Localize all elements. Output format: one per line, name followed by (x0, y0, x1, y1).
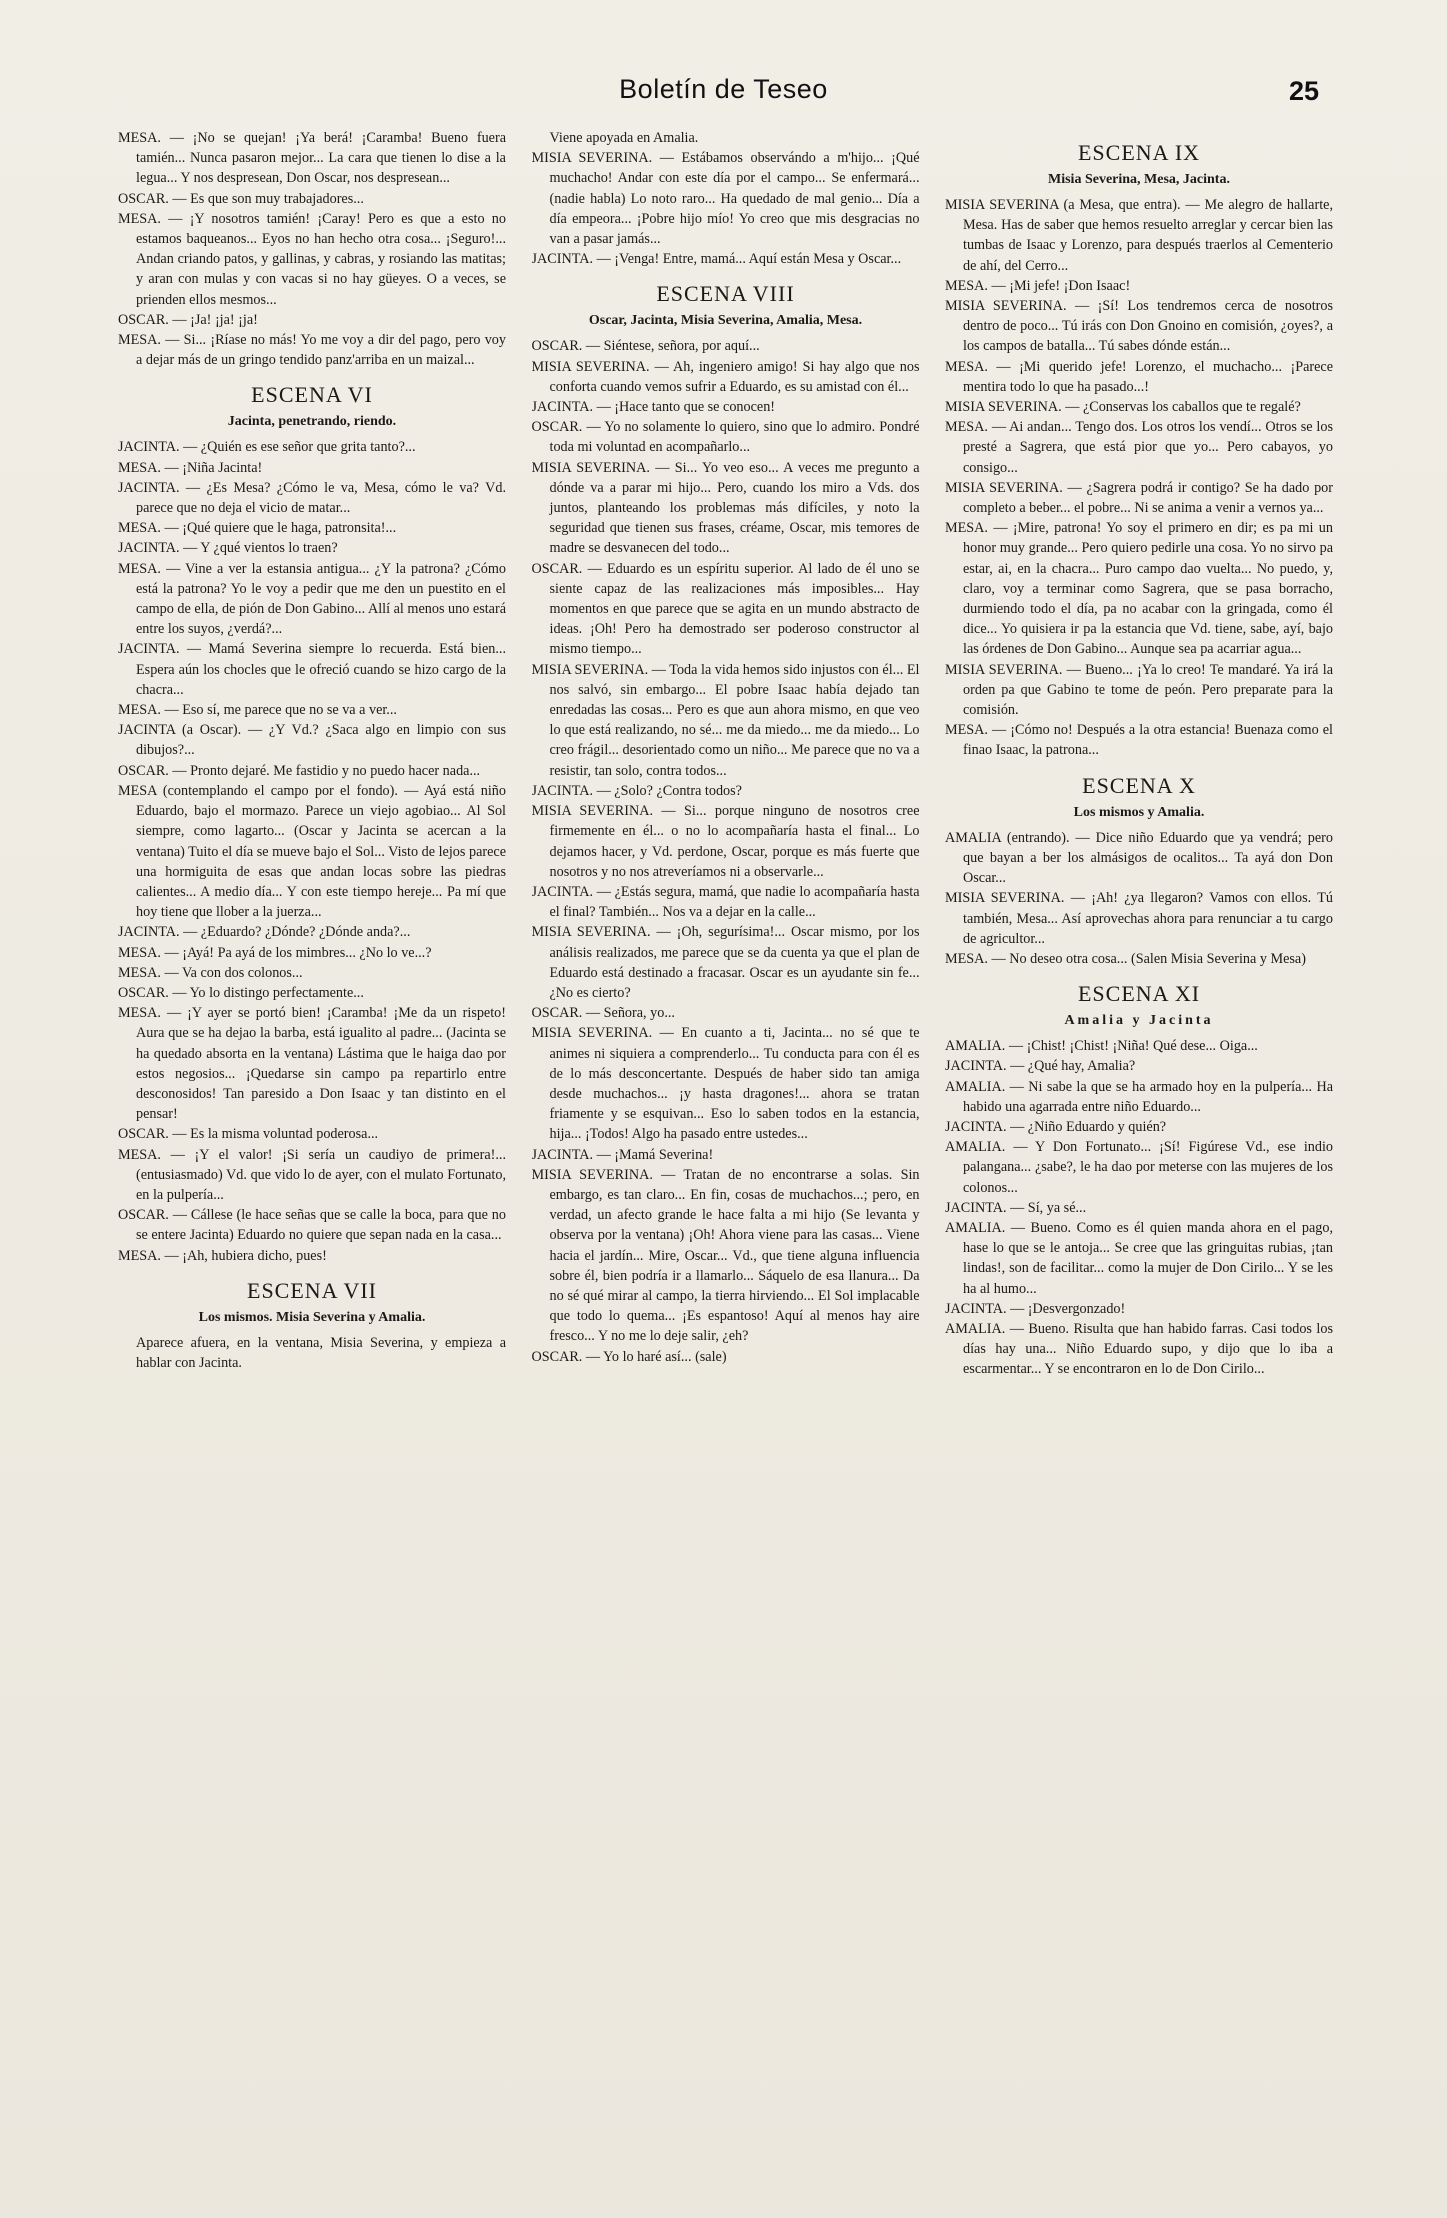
scene-cast: Oscar, Jacinta, Misia Severina, Amalia, Mesa. (588, 313, 863, 329)
dialogue-line: OSCAR. — Eduardo es un espíritu superior. Al lado de él uno se siente capaz de las realizaciones más imposibles... Hay momentos en que parece que se agita en un mundo abstracto de ideas. ¡Oh! Pero ha demostrado ser poderoso constructor al mismo tiempo... (531, 560, 920, 658)
dialogue-line: OSCAR. — Yo lo distingo perfectamente... (118, 984, 364, 1001)
scene-heading: ESCENA XI (1077, 981, 1201, 1007)
scene-heading: ESCENA VI (251, 382, 373, 408)
dialogue-line: OSCAR. — Es que son muy trabajadores... (118, 190, 364, 207)
dialogue-line: OSCAR. — Siéntese, señora, por aquí... (531, 338, 760, 355)
scene-cast: Misia Severina, Mesa, Jacinta. (1048, 172, 1230, 187)
dialogue-line: MISIA SEVERINA. — Si... porque ninguno de nosotros cree firmemente en él... o no lo acompañaría hasta el final... Lo dejamos hacer, y Vd. perdone, Oscar, porque es más fuerte que nosotros y no nos atreveríamos ni a observarle... (531, 803, 920, 880)
dialogue-line: OSCAR. — Yo no solamente lo quiero, sino que lo admiro. Pondré toda mi voluntad en acompañarlo... (531, 419, 920, 456)
dialogue-line: OSCAR. — Pronto dejaré. Me fastidio y no puedo hacer nada... (118, 762, 481, 779)
dialogue-line: MESA. — Ai andan... Tengo dos. Los otros los vendí... Otros se los presté a Sagrera, que está pior que yo... Pero cabayos, yo consigo... (945, 419, 1333, 476)
dialogue-line: MISIA SEVERINA. — Si... Yo veo eso... A veces me pregunto a dónde va a parar mi hijo... Pero, cuando los miro a Vds. dos juntos, planteando los problemas más difíciles, y noto la seguridad que tienen sus frases, créame, Oscar, mis temores de madre se desvanecen del todo... (531, 459, 920, 557)
scene-cast: Jacinta, penetrando, riendo. (227, 414, 397, 430)
text-column-1 (118, 128, 506, 2203)
scene-cast: Los mismos y Amalia. (1073, 804, 1205, 820)
dialogue-line: MESA. — ¡Mi jefe! ¡Don Isaac! (945, 277, 1131, 294)
scene-heading: ESCENA X (1082, 772, 1196, 798)
dialogue-line: MESA. — ¡Ayá! Pa ayá de los mimbres... ¿No lo ve...? (118, 944, 432, 961)
dialogue-line: AMALIA (entrando). — Dice niño Eduardo que ya vendrá; pero que bayan a ber los almásigos de ocalitos... Ta ayá don Don Oscar... (945, 829, 1333, 887)
dialogue-line: MESA. — ¡Y ayer se portó bien! ¡Caramba! ¡Me da un rispeto! Aura que se ha dejao la barba, está igualito al padre... (Jacinta se ha quedado absorta en la ventana) Lástima que le haiga dao por estos negosios... ¡Quedarse sin campo pa repartirlo entre desconosidos! Tan paresido a Don Isaac y tan distinto en el pensar! (118, 1005, 506, 1123)
scene-heading: ESCENA VIII (656, 281, 795, 307)
page-number: 25 (1288, 76, 1319, 106)
dialogue-line: JACINTA. — ¡Hace tanto que se conocen! (531, 399, 776, 416)
dialogue-line: MESA. — Vine a ver la estansia antigua... ¿Y la patrona? ¿Cómo está la patrona? Yo le voy a pedir que me den un puestito en el campo de ella, de pión de Don Gabino... Allí al menos uno estará entre los suyos, ¿verdá?... (118, 560, 506, 638)
dialogue-line: JACINTA (a Oscar). — ¿Y Vd.? ¿Saca algo en limpio con sus dibujos?... (118, 722, 506, 759)
dialogue-line: MESA. — Eso sí, me parece que no se va a ver... (118, 702, 397, 719)
page-header (0, 70, 1447, 120)
dialogue-line: MESA. — Va con dos colonos... (118, 964, 303, 981)
dialogue-line: JACINTA. — ¡Desvergonzado! (945, 1300, 1126, 1317)
dialogue-line: MISIA SEVERINA. — Toda la vida hemos sido injustos con él... El nos salvó, sin embargo... El pobre Isaac había dejado tan enredadas las cosas... Pero es que aun ahora mismo, en que veo lo que está realizando, no sé... me da miedo... me da miedo... Lo creo frágil... desorientado como un niño... Me parece que no va a resistir, tan solo, contra todos... (531, 661, 920, 779)
dialogue-line: MESA. — ¡Mi querido jefe! Lorenzo, el muchacho... ¡Parece mentira todo lo que ha pasado...! (945, 358, 1333, 395)
scene-heading: ESCENA IX (1077, 140, 1201, 165)
dialogue-line: JACINTA. — Y ¿qué vientos lo traen? (118, 540, 338, 557)
dialogue-line: MISIA SEVERINA. — Tratan de no encontrarse a solas. Sin embargo, es tan claro... En fin, cosas de muchachos...; pero, en verdad, un afecto grande le hace falta a mi hijo (Se levanta y observa por la ventana) ¡Oh! Ahora viene para las casas... Viene hacia el jardín... Mire, Oscar... Vd., que tiene alguna influencia sobre él, bien podría ir a llamarlo... Sáquelo de esa llanura... Da no sé qué mirar al campo, la tierra hirviendo... El Sol implacable que todo lo quema... ¡Es espantoso! Aquí al menos hay aire fresco... Y no me lo deje salir, ¿eh? (531, 1166, 920, 1345)
dialogue-line: MISIA SEVERINA. — ¡Ah! ¿ya llegaron? Vamos con ellos. Tú también, Mesa... Así aprovechas ahora para renunciar a tu cargo de agricultor... (945, 890, 1333, 947)
dialogue-line: MESA. — ¡Ah, hubiera dicho, pues! (118, 1247, 327, 1264)
dialogue-line: MISIA SEVERINA. — ¿Conservas los caballos que te regalé? (945, 399, 1301, 416)
dialogue-line: OSCAR. — Señora, yo... (531, 1005, 675, 1022)
dialogue-line: MISIA SEVERINA (a Mesa, que entra). — Me alegro de hallarte, Mesa. Has de saber que hemos resuelto arreglar y cercar bien las tumbas de Isaac y Lorenzo, para después traerlos al Cementerio de ahí, del Cerro... (945, 197, 1333, 274)
dialogue-line: JACINTA. — ¿Estás segura, mamá, que nadie lo acompañaría hasta el final? También... Nos va a dejar en la calle... (531, 883, 920, 921)
dialogue-line: JACINTA. — ¡Mamá Severina! (531, 1146, 714, 1163)
dialogue-line: AMALIA. — Bueno. Como es él quien manda ahora en el pago, hase lo que se le antoja... Se cree que las gringuitas rubias, ¡tan lindas!, son de facilitar... como la mujer de Don Cirilo... Y se les ha al humo... (945, 1219, 1333, 1297)
dialogue-line: MESA. — ¡Y nosotros tamién! ¡Caray! Pero es que a esto no estamos baqueanos... Eyos no han hecho otra cosa... ¡Seguro!... Andan criando patos, y gallinas, y cabras, y rosiando las matitas; y aran con mulas y con vacas si no hay güeyes. O a veces, se prienden ellos mesmos... (118, 210, 506, 308)
dialogue-line: MISIA SEVERINA. — Bueno... ¡Ya lo creo! Te mandaré. Ya irá la orden pa que Gabino te tome de peón. Pero preparate para la comisión. (945, 661, 1333, 719)
dialogue-line: MESA. — Si... ¡Ríase no más! Yo me voy a dir del pago, pero voy a dejar más de un gringo tendido panz'arriba en un maizal... (118, 332, 506, 369)
dialogue-line: MISIA SEVERINA. — En cuanto a ti, Jacinta... no sé que te animes ni siquiera a comprenderlo... Tu conducta para con él es de lo más desconcertante. Después de haber sido tan amiga desde muchachos... ¡y hasta dragones!... ahora se tratan friamente y se esquivan... Eso lo saben todos en la estancia, hija... ¡Todos! Algo ha pasado entre ustedes... (531, 1025, 920, 1143)
running-title: Boletín de Teseo (619, 74, 828, 104)
scene-cast: Los mismos. Misia Severina y Amalia. (198, 1309, 426, 1325)
scene-cast: Amalia y Jacinta (1064, 1013, 1214, 1029)
dialogue-line: MISIA SEVERINA. — ¡Oh, segurísima!... Oscar mismo, por los análisis realizados, me parece que se da cuenta ya que el plan de Eduardo está destinado a fracasar. Oscar es un ayudante sin fe... ¿No es cierto? (531, 924, 920, 1001)
dialogue-line: AMALIA. — Bueno. Risulta que han habido farras. Casi todos los días hay una... Niño Eduardo supo, y dijo que lo iba a escarmentar... Y se encontraron en lo de Don Cirilo... (945, 1320, 1333, 1378)
dialogue-line: JACINTA. — ¿Quién es ese señor que grita tanto?... (118, 439, 416, 456)
stage-direction: Viene apoyada en Amalia. (549, 130, 699, 146)
dialogue-line: JACINTA. — ¡Venga! Entre, mamá... Aquí están Mesa y Oscar... (531, 251, 902, 268)
dialogue-line: JACINTA. — ¿Es Mesa? ¿Cómo le va, Mesa, cómo le va? Vd. parece que no deja el vicio de matar... (118, 479, 506, 517)
dialogue-line: OSCAR. — Yo lo haré así... (sale) (531, 1348, 727, 1365)
scene-heading: ESCENA VII (247, 1277, 377, 1303)
dialogue-line: AMALIA. — Ni sabe la que se ha armado hoy en la pulpería... Ha habido una agarrada entre niño Eduardo... (945, 1078, 1333, 1115)
dialogue-line: MESA (contemplando el campo por el fondo). — Ayá está niño Eduardo, bajo el mormazo. Parece un viejo agobiao... Al Sol siempre, como lagarto... (Oscar y Jacinta se acercan a la ventana) Tuito el día se mueve bajo el Sol... Visto de lejos parece una hormiguita de esas que andan locas sobre las piedras calientes... A medio día... Y con este tiempo hereje... Pa mí que hoy tiene que llober a la juerza... (118, 782, 506, 921)
dialogue-line: MESA. — ¡Niña Jacinta! (118, 459, 263, 476)
dialogue-line: JACINTA. — Sí, ya sé... (945, 1199, 1087, 1216)
dialogue-line: MESA. — ¡Mire, patrona! Yo soy el primero en dir; es pa mi un honor muy grande... Pero quiero pedirle una cosa. Yo no sirvo pa estar, ai, en la chacra... Puro campo dao vuelta... No puedo, y, claro, voy a terminar como Sagrera, que se pasa borracho, durmiendo todo el día, pa no acabar con la gringada, como él dice... Yo quisiera ir pa la estancia que Vd. tiene, sabe, ayí, bajo las órdenes de Don Gabino... Aunque sea pa acarriar agua... (945, 520, 1333, 658)
dialogue-line: MESA. — ¡No se quejan! ¡Ya berá! ¡Caramba! Bueno fuera tamién... Nunca pasaron mejor... La cara que tienen lo dise a la legua... Y nos despresean, Don Oscar, nos despresean... (118, 130, 506, 187)
dialogue-line: OSCAR. — ¡Ja! ¡ja! ¡ja! (118, 311, 258, 328)
dialogue-line: MISIA SEVERINA. — Ah, ingeniero amigo! Si hay algo que nos conforta cuando vemos sufrir a Eduardo, es su amistad con él... (531, 358, 920, 395)
text-column-2 (532, 128, 920, 2203)
dialogue-line: OSCAR. — Cállese (le hace señas que se calle la boca, para que no se entere Jacinta) Eduardo no quiere que sepan nada en la casa... (118, 1207, 506, 1244)
dialogue-line: MESA. — ¡Y el valor! ¡Si sería un caudiyo de primera!... (entusiasmado) Vd. que vido lo de ayer, con el mulato Fortunato, en la pulpería... (118, 1146, 506, 1203)
dialogue-line: AMALIA. — Y Don Fortunato... ¡Sí! Figúrese Vd., ese indio palangana... ¿sabe?, le ha dao por meterse con las mujeres de los colonos... (945, 1139, 1333, 1196)
dialogue-line: MISIA SEVERINA. — ¡Sí! Los tendremos cerca de nosotros dentro de poco... Tú irás con Don Gnoino en comisión, ¿oyes?, a los campos de batalla... Tú sabes dónde están... (945, 298, 1333, 355)
dialogue-line: MESA. — ¡Qué quiere que le haga, patronsita!... (118, 520, 397, 537)
dialogue-line: MESA. — ¡Cómo no! Después a la otra estancia! Buenaza como el finao Isaac, la patrona... (945, 722, 1333, 759)
dialogue-line: AMALIA. — ¡Chist! ¡Chist! ¡Niña! Qué dese... Oiga... (945, 1038, 1258, 1055)
dialogue-line: MESA. — No deseo otra cosa... (Salen Misia Severina y Mesa) (945, 950, 1306, 967)
dialogue-line: JACINTA. — ¿Qué hay, Amalia? (945, 1058, 1136, 1075)
dialogue-line: JACINTA. — Mamá Severina siempre lo recuerda. Está bien... Espera aún los chocles que le ofreció cuando se hizo cargo de la chacra... (118, 641, 506, 698)
dialogue-line: OSCAR. — Es la misma voluntad poderosa... (118, 1126, 379, 1143)
dialogue-line: JACINTA. — ¿Niño Eduardo y quién? (945, 1118, 1167, 1135)
text-column-3 (945, 128, 1333, 2203)
dialogue-line: MISIA SEVERINA. — Estábamos observándo a m'hijo... ¡Qué muchacho! Andar con este día por el campo... Se enfermará... (nadie habla) Lo noto raro... Ha quedado de mal genio... Día a día empeora... ¡Pobre hijo mío! Yo creo que mis desgracias no van a pasar jamás... (531, 150, 920, 248)
dialogue-line: MISIA SEVERINA. — ¿Sagrera podrá ir contigo? Se ha dado por completo a beber... el pobre... Ni se anima a venir a vernos ya... (945, 479, 1333, 517)
dialogue-line: JACINTA. — ¿Eduardo? ¿Dónde? ¿Dónde anda?... (118, 924, 411, 941)
text-columns (118, 128, 1333, 2203)
stage-direction: Aparece afuera, en la ventana, Misia Severina, y empieza a hablar con Jacinta. (136, 1334, 506, 1371)
dialogue-line: JACINTA. — ¿Solo? ¿Contra todos? (531, 782, 742, 799)
